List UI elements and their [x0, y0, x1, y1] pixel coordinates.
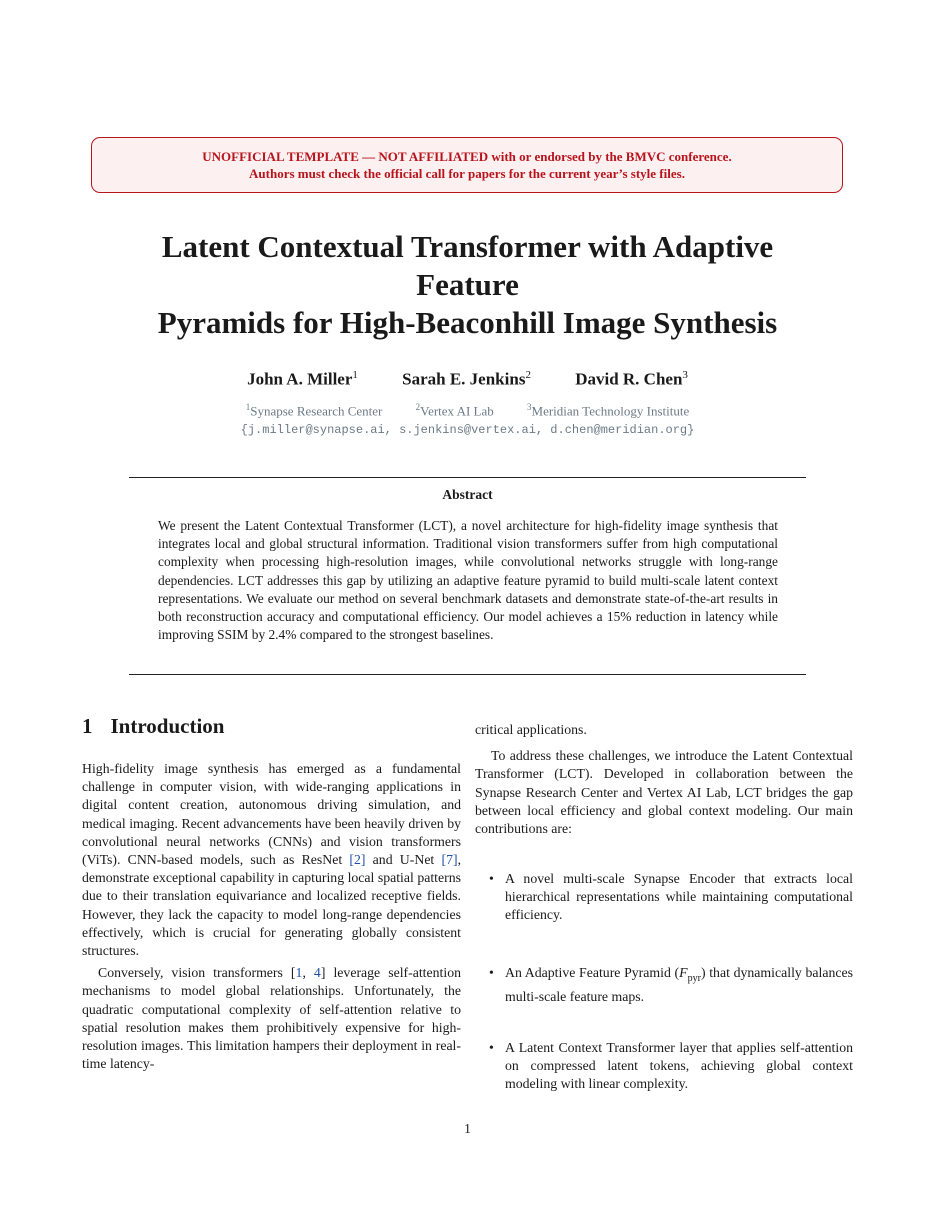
paper-title	[60, 228, 875, 342]
author-affil-sup: 1	[352, 369, 358, 381]
banner-rest: with or endorsed by the BMVC conference.	[488, 149, 732, 164]
list-item-text: A novel multi-scale Synapse Encoder that extracts local hierarchical representations while maintaining computational efficiency.	[505, 871, 853, 923]
author-affil-sup: 3	[682, 369, 688, 381]
affiliation-name: Meridian Technology Institute	[531, 403, 690, 419]
math-symbol: F	[679, 965, 688, 980]
page-number: 1	[464, 1121, 471, 1136]
author	[402, 369, 531, 390]
banner-line-1	[92, 148, 842, 165]
abstract-top-rule	[129, 477, 806, 478]
math-subscript: pyr	[687, 972, 701, 984]
bullet-icon: •	[489, 1040, 494, 1055]
text-run: leverage self-attention mechanisms to model global relationships. Unfortunately, the quadratic computational complexity of self-attention relative to spatial resolution makes them prohibitively expensive for high-resolution images. This limitation hampers their deployment in real-time latency-	[82, 965, 461, 1072]
section-heading-introduction	[82, 714, 224, 739]
intro-paragraph-1	[82, 760, 461, 960]
affiliation-sup: 1	[245, 402, 251, 412]
citation-link[interactable]: [7]	[441, 852, 458, 868]
text-run: An Adaptive Feature Pyramid (	[505, 965, 680, 980]
author-list	[0, 369, 935, 390]
banner-strong: UNOFFICIAL TEMPLATE — NOT AFFILIATED	[202, 149, 489, 164]
section-number: 1	[82, 714, 93, 738]
list-item-text	[505, 964, 853, 1006]
citation-link[interactable]: 1	[295, 965, 303, 981]
affiliation-sup: 2	[415, 402, 421, 412]
text-run: High-fidelity image synthesis has emerged as a fundamental challenge in computer vision, with wide-ranging applications in digital content creation, autonomous driving simulation, and medical imaging. Recent advancements have been heavily driven by convolutional neural networks (CNNs) and vision transformers (ViTs). CNN-based models, such as ResNet	[82, 761, 461, 868]
title-line-3: Pyramids for High-Beaconhill Image Synthesis	[157, 305, 778, 340]
author	[247, 369, 358, 390]
affiliation-name: Synapse Research Center	[250, 403, 383, 419]
bullet-icon: •	[489, 871, 494, 886]
text-run: and U-Net	[365, 852, 442, 868]
affiliation-sup: 3	[527, 402, 532, 412]
author-emails[interactable]: {j.miller@synapse.ai, s.jenkins@vertex.ai, d.chen@meridian.org}	[240, 423, 695, 437]
author-name: David R. Chen	[575, 369, 683, 389]
affiliation	[246, 402, 383, 419]
text-run: Conversely, vision transformers	[98, 965, 291, 981]
author-name: Sarah E. Jenkins	[402, 369, 526, 389]
list-item	[475, 964, 853, 1006]
title-line-2: Feature	[416, 267, 519, 302]
left-column	[82, 760, 461, 1073]
abstract-heading: Abstract	[442, 487, 493, 502]
affiliation	[527, 402, 689, 419]
author	[575, 369, 688, 390]
right-column	[475, 721, 853, 838]
affiliation-name: Vertex AI Lab	[420, 403, 494, 419]
intro-paragraph-2: Conversely, vision transformers [1, 4] leverage self-attention mechanisms to model global relationships. Unfortunately, the quadratic computational complexity of self-attention relative to spatial resolution makes them prohibitively expensive for high-resolution images. This limitation hampers their deployment in real-time latency-	[82, 965, 461, 1072]
intro-paragraph-3: To address these challenges, we introduce the Latent Contextual Transformer (LCT). Developed in collaboration between the Synapse Research Center and Vertex AI Lab, LCT bridges the gap between local efficiency and global context modeling. Our main contributions are:	[475, 748, 853, 837]
list-item	[475, 1039, 853, 1094]
text-run: , demonstrate exceptional capability in capturing local spatial patterns due to their translation equivariance and localized receptive fields. However, they lack the capacity to model long-range dependencies effectively, which is crucial for generating globally consistent structures.	[82, 852, 462, 959]
list-item-text: A Latent Context Transformer layer that applies self-attention on compressed latent tokens, achieving global context modeling with linear complexity.	[505, 1040, 853, 1092]
abstract-bottom-rule	[129, 674, 806, 675]
citation-link[interactable]: 4	[313, 965, 321, 981]
banner-line-2: Authors must check the official call for papers for the current year’s style files.	[249, 166, 685, 181]
abstract-text: We present the Latent Contextual Transformer (LCT), a novel architecture for high-fidelity image synthesis that integrates local and global structural information. Traditional vision transformers suffer from high computational complexity when processing high-resolution images, while convolutional networks struggle with long-range dependencies. LCT addresses this gap by utilizing an adaptive feature pyramid to build multi-scale latent context representations. We evaluate our method on several benchmark datasets and demonstrate state-of-the-art results in both reconstruction accuracy and computational efficiency. Our model achieves a 15% reduction in latency while improving SSIM by 2.4% compared to the strongest baselines.	[158, 518, 778, 643]
text-run: ) that dynamically balances multi-scale feature maps.	[505, 965, 853, 1004]
list-item	[475, 870, 853, 925]
unofficial-template-banner	[91, 137, 843, 193]
affiliation-list	[0, 402, 935, 419]
author-affil-sup: 2	[525, 369, 531, 381]
section-title: Introduction	[110, 714, 225, 738]
affiliation	[416, 402, 494, 419]
author-name: John A. Miller	[247, 369, 353, 389]
citation-link[interactable]: [2]	[349, 852, 366, 868]
title-line-1: Latent Contextual Transformer with Adaptive	[161, 229, 774, 264]
intro-paragraph-2-continued: critical applications.	[475, 722, 587, 737]
bullet-icon: •	[489, 965, 494, 980]
